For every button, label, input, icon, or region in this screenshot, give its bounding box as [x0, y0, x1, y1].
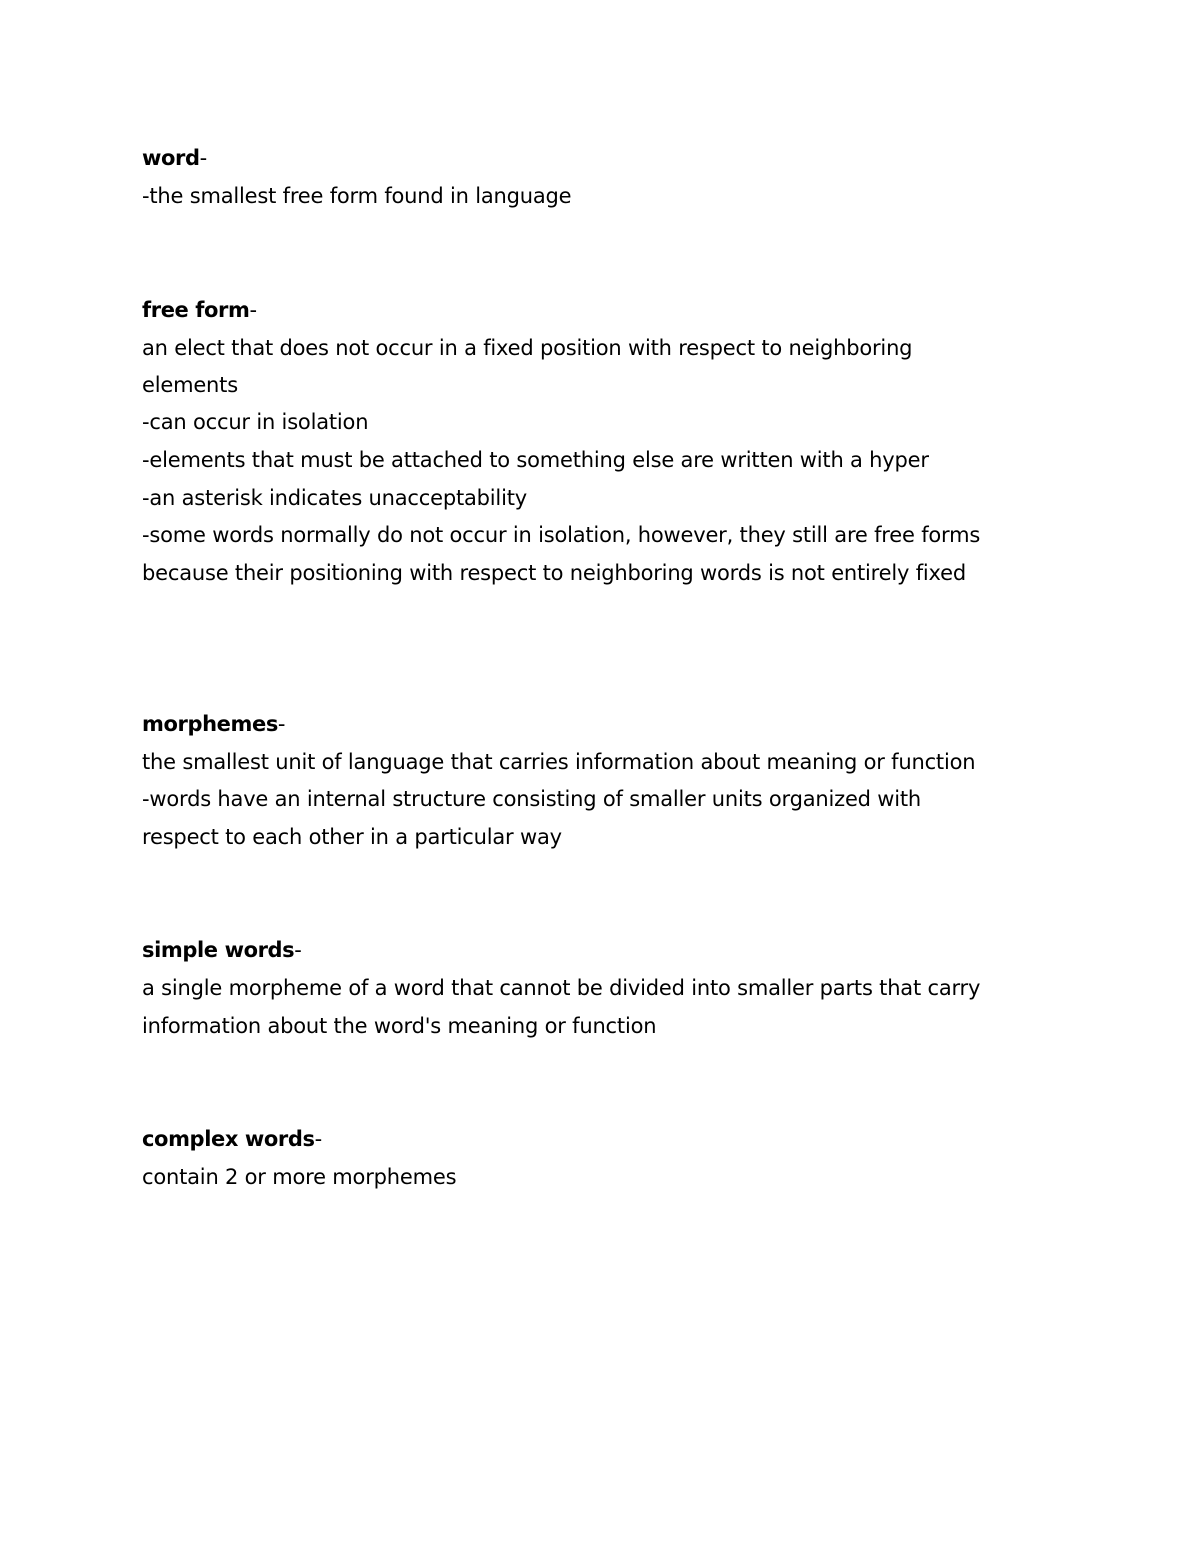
- term-morphemes: morphemes: [142, 712, 278, 736]
- definition-line: -an asterisk indicates unacceptability: [142, 486, 527, 510]
- term-suffix: -: [314, 1127, 322, 1151]
- definition-line: -can occur in isolation: [142, 410, 369, 434]
- definition-line: contain 2 or more morphemes: [142, 1165, 457, 1189]
- definition-line: elements: [142, 373, 238, 397]
- term-complex-words: complex words: [142, 1127, 315, 1151]
- term-heading-word: [142, 145, 207, 171]
- definition-line: -words have an internal structure consisting of smaller units organized with: [142, 787, 922, 811]
- definition-line: -some words normally do not occur in isolation, however, they still are free forms: [142, 523, 981, 547]
- term-suffix: -: [249, 298, 257, 322]
- term-simple-words: simple words: [142, 938, 295, 962]
- term-heading-complex-words: [142, 1126, 322, 1152]
- term-suffix: -: [294, 938, 302, 962]
- definition-line: because their positioning with respect to neighboring words is not entirely fixed: [142, 561, 966, 585]
- definition-line: a single morpheme of a word that cannot be divided into smaller parts that carry: [142, 976, 981, 1000]
- term-free-form: free form: [142, 298, 250, 322]
- term-word: word: [142, 146, 200, 170]
- term-heading-simple-words: [142, 937, 301, 963]
- definition-line: -elements that must be attached to something else are written with a hyper: [142, 448, 929, 472]
- definition-line: an elect that does not occur in a fixed position with respect to neighboring: [142, 336, 913, 360]
- term-heading-morphemes: [142, 711, 285, 737]
- term-suffix: -: [199, 146, 207, 170]
- definition-line: the smallest unit of language that carries information about meaning or function: [142, 750, 976, 774]
- definition-line: respect to each other in a particular way: [142, 825, 562, 849]
- definition-line: -the smallest free form found in language: [142, 184, 572, 208]
- term-suffix: -: [277, 712, 286, 736]
- definition-line: information about the word's meaning or function: [142, 1014, 657, 1038]
- term-heading-free-form: [142, 297, 257, 323]
